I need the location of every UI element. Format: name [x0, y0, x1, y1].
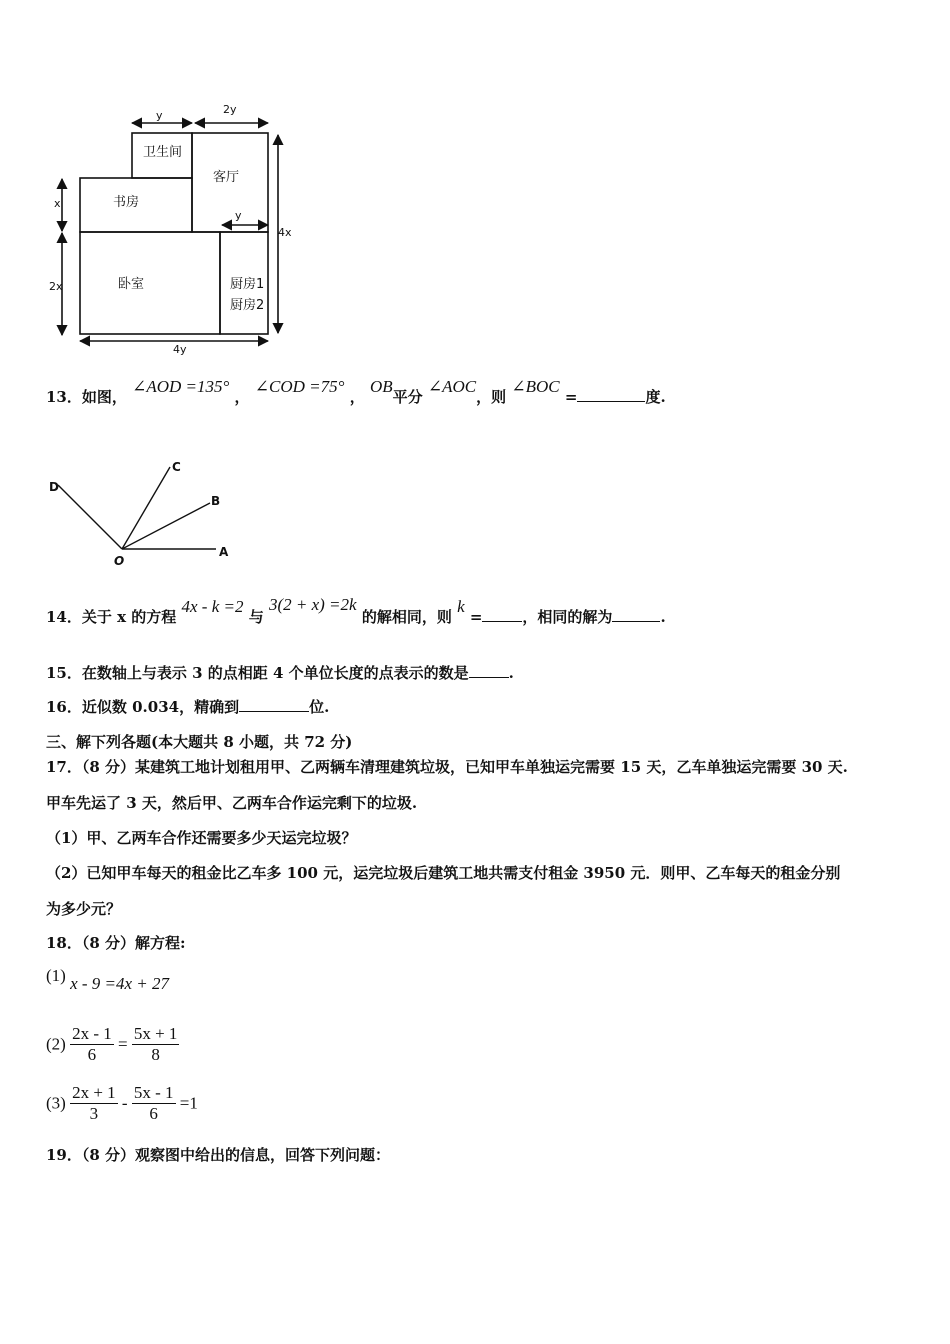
point-b: B: [211, 494, 221, 508]
question-15: 15．在数轴上与表示 3 的点相距 4 个单位长度的点表示的数是 .: [46, 664, 514, 682]
label-4x: 4x: [278, 226, 292, 239]
question-18-title: 18．（8 分）解方程:: [46, 934, 186, 952]
question-17-line1: 17．（8 分）某建筑工地计划租用甲、乙两辆车清理建筑垃圾，已知甲车单独运完需要 15 天，乙车单独运完需要 30 天.: [46, 758, 848, 776]
room-bedroom: 卧室: [118, 277, 145, 292]
bedroom-box: [80, 232, 220, 334]
label-top-2y: 2y: [223, 103, 237, 116]
point-c: C: [172, 460, 181, 474]
room-bathroom: 卫生间: [143, 145, 183, 160]
answer-blank-14b[interactable]: [612, 607, 660, 622]
point-a: A: [219, 545, 229, 559]
answer-blank-15[interactable]: [469, 663, 509, 678]
fraction-2-left: $\frac{2x - 1}{6}$: [72, 1024, 112, 1064]
fraction-2-right: $\frac{5x + 1}{8}$: [133, 1024, 178, 1064]
equation-1: (1) x - 9 =4x + 27: [46, 966, 170, 993]
question-19: 19．（8 分）观察图中给出的信息，回答下列问题：: [46, 1146, 391, 1164]
angle-figure: [44, 455, 244, 570]
question-16: 16．近似数 0.034，精确到 位.: [46, 698, 330, 716]
question-17-sub2b: 为多少元？: [46, 900, 122, 918]
section-3-title: 三、解下列各题(本大题共 8 小题，共 72 分): [46, 733, 353, 751]
floor-plan-figure: [40, 95, 310, 360]
answer-blank-13[interactable]: [577, 387, 645, 402]
room-kitchen-2: 厨房2: [230, 298, 265, 313]
room-living: 客厅: [213, 170, 240, 185]
question-17-sub1: （1）甲、乙两车合作还需要多少天运完垃圾？: [46, 829, 357, 847]
question-17-line2: 甲车先运了 3 天，然后甲、乙两车合作运完剩下的垃圾.: [46, 794, 418, 812]
question-14: 14．关于 x 的方程 4x - k =2 与 3(2 + x) =2k 的解相同，则 k = ，相同的解为 .: [46, 595, 666, 626]
label-bottom-4y: 4y: [173, 343, 187, 356]
answer-blank-16[interactable]: [239, 697, 309, 712]
fraction-3-left: $\frac{2x + 1}{3}$: [72, 1083, 116, 1123]
question-13: 13．如图， ∠AOD =135° ， ∠COD =75° ， OB平分 ∠AOC，则 ∠BOC = 度.: [46, 377, 666, 406]
question-17-sub2a: （2）已知甲车每天的租金比乙车多 100 元，运完垃圾后建筑工地共需支付租金 3950 元．则甲、乙车每天的租金分别: [46, 864, 841, 882]
room-kitchen-1: 厨房1: [230, 277, 265, 292]
point-o: O: [114, 554, 125, 568]
point-d: D: [49, 480, 59, 494]
answer-blank-14a[interactable]: [482, 607, 522, 622]
label-top-y: y: [156, 109, 163, 122]
equation-2: (2) $\frac{2x - 1}{6}$ = $\frac{5x + 1}{8}$: [46, 1024, 178, 1064]
fraction-3-right: $\frac{5x - 1}{6}$: [133, 1083, 174, 1123]
equation-3: (3) $\frac{2x + 1}{3}$ - $\frac{5x - 1}{6}$ =1: [46, 1083, 198, 1123]
label-2x: 2x: [49, 280, 63, 293]
label-inner-y: y: [235, 209, 242, 222]
room-study: 书房: [113, 195, 140, 210]
label-x: x: [54, 197, 61, 210]
